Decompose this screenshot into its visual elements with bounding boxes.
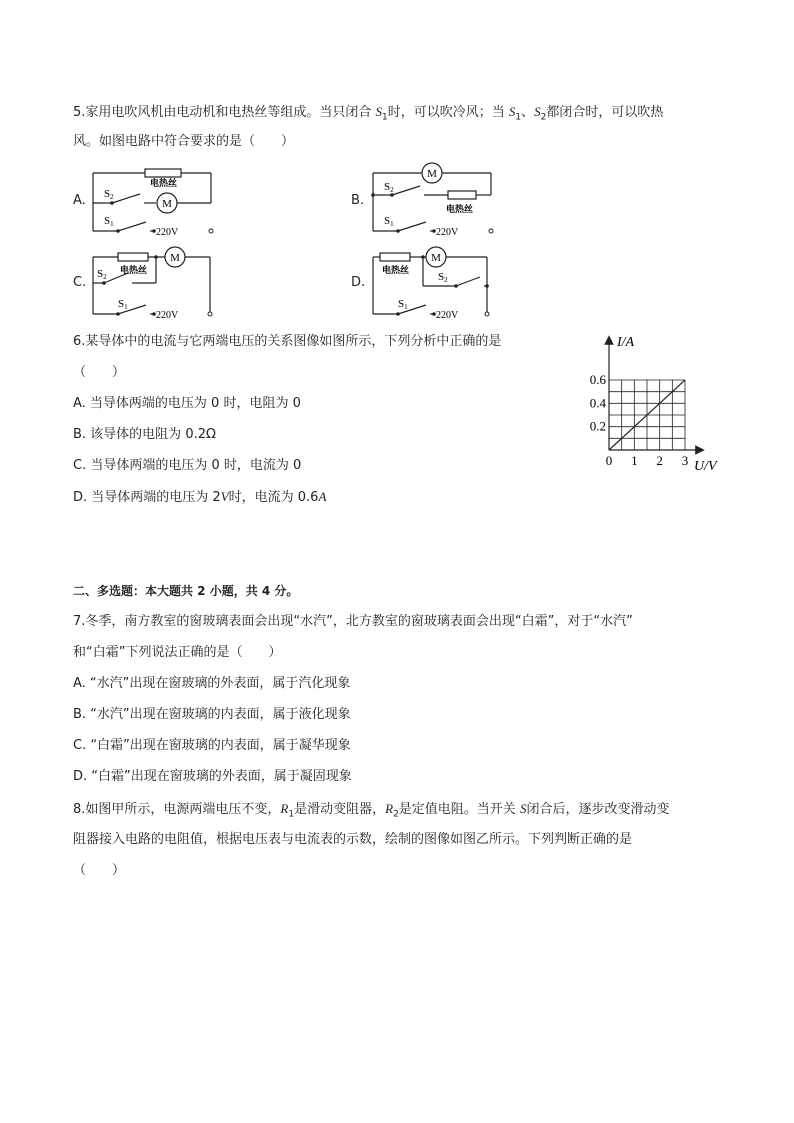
heater-label: 电热丝 <box>150 179 178 189</box>
switch-s1-label: S <box>104 215 111 227</box>
switch-s1-subscript: 1 <box>110 220 114 228</box>
circuit-diagram-b <box>368 162 498 242</box>
q6-option-c: C. 当导体两端的电压为 0 时，电流为 0 <box>73 458 302 473</box>
resistor-r1-symbol: R <box>280 801 289 816</box>
q6-option-d-unit-v: V <box>220 489 229 504</box>
q6-option-d <box>73 488 326 507</box>
q8-text: 是滑动变阻器， <box>294 802 386 817</box>
switch-s1-subscript: 1 <box>382 112 388 123</box>
svg-text:S2 <box>104 188 114 201</box>
q6-stem: 6.某导体中的电流与它两端电压的关系图像如图所示，下列分析中正确的是 <box>73 334 502 349</box>
q8-text: 是定值电阻。当开关 <box>398 802 520 817</box>
q7-option-b: B. “水汽”出现在窗玻璃的内表面，属于液化现象 <box>73 707 351 722</box>
heater-label: 电热丝 <box>382 266 410 276</box>
switch-s2-label: S <box>384 181 391 193</box>
switch-s1-label: S <box>398 298 405 310</box>
q7-stem-line2: 和“白霜”下列说法正确的是（ ） <box>73 645 282 660</box>
x-tick-label: 2 <box>656 453 663 468</box>
voltage-source-label: 220V <box>156 310 179 321</box>
q5-option-d-label: D. <box>351 275 366 290</box>
switch-s1-subscript: 1 <box>404 303 408 311</box>
q8-stem-line2: 阻器接入电路的电阻值，根据电压表与电流表的示数，绘制的图像如图乙所示。下列判断正确的是 <box>73 832 633 847</box>
motor-label: M <box>427 168 437 180</box>
x-tick-label: 1 <box>631 453 638 468</box>
svg-text:S2 <box>97 268 107 281</box>
q8-stem-line1 <box>73 800 669 824</box>
heater-label: 电热丝 <box>446 205 474 215</box>
switch-s2-label: S <box>104 188 111 200</box>
q6-option-a: A. 当导体两端的电压为 0 时，电阻为 0 <box>73 396 301 411</box>
circuit-diagram-d <box>368 245 498 325</box>
q6-answer-paren: （ ） <box>73 365 126 380</box>
svg-text:S1 <box>384 215 394 228</box>
q6-option-d-text: D. 当导体两端的电压为 2 <box>73 490 221 505</box>
resistor-r2-subscript: 2 <box>393 809 399 820</box>
switch-s1-symbol: S <box>375 104 383 119</box>
switch-s1-label: S <box>384 215 391 227</box>
svg-text:S1 <box>104 215 114 228</box>
switch-s2-label: S <box>97 268 104 280</box>
switch-s2-subscript: 2 <box>444 276 448 284</box>
voltage-source-label: 220V <box>156 227 179 238</box>
x-tick-label: 3 <box>681 453 689 468</box>
q6-option-d-unit-a: A <box>318 489 327 504</box>
resistor-r2-symbol: R <box>385 801 394 816</box>
motor-label: M <box>170 252 180 264</box>
q8-answer-paren: （ ） <box>73 863 126 878</box>
switch-s-symbol: S <box>519 801 527 816</box>
switch-s1-subscript: 1 <box>515 112 522 123</box>
svg-text:S1 <box>398 298 408 311</box>
x-tick-label: 0 <box>605 453 613 468</box>
svg-text:S2 <box>384 181 394 194</box>
q8-text: 闭合后，逐步改变滑动变 <box>526 802 670 817</box>
switch-s2-label: S <box>438 271 445 283</box>
voltage-source-label: 220V <box>436 310 459 321</box>
svg-text:S1 <box>118 298 128 311</box>
y-axis-label: I/A <box>617 335 635 350</box>
y-tick-label: 0.6 <box>589 372 606 387</box>
q7-option-c: C. “白霜”出现在窗玻璃的内表面，属于凝华现象 <box>73 738 351 753</box>
switch-s2-symbol: S <box>534 104 541 119</box>
q5-option-b-label: B. <box>351 193 365 208</box>
q5-stem-line1 <box>73 103 663 127</box>
switch-s1-subscript: 1 <box>124 303 128 311</box>
circuit-diagram-c <box>88 245 218 325</box>
section2-title: 二、多选题：本大题共 2 小题，共 4 分。 <box>73 584 299 598</box>
motor-label: M <box>162 198 172 210</box>
q6-option-b: B. 该导体的电阻为 0.2Ω <box>73 427 216 442</box>
q5-text: 5.家用电吹风机由电动机和电热丝等组成。当只闭合 <box>73 105 376 120</box>
q5-option-a-label: A. <box>73 193 86 208</box>
switch-s1-symbol: S <box>508 104 516 119</box>
svg-text:S2 <box>438 271 448 284</box>
heater-label: 电热丝 <box>120 266 148 276</box>
y-tick-label: 0.4 <box>589 395 606 411</box>
q7-option-a: A. “水汽”出现在窗玻璃的外表面，属于汽化现象 <box>73 676 351 691</box>
q8-text: 8.如图甲所示，电源两端电压不变， <box>73 802 281 817</box>
x-axis-label: U/V <box>694 459 717 474</box>
y-tick-label: 0.2 <box>589 418 606 434</box>
q5-stem-line2: 风。如图电路中符合要求的是（ ） <box>73 134 295 149</box>
switch-s1-subscript: 1 <box>390 220 394 228</box>
q5-text: 时，可以吹冷风；当 <box>387 105 509 120</box>
q7-stem-line1: 7.冬季，南方教室的窗玻璃表面会出现“水汽”，北方教室的窗玻璃表面会出现“白霜”，对于“水汽” <box>73 614 633 629</box>
q6-option-d-text: 时，电流为 0.6 <box>228 490 319 505</box>
switch-s2-subscript: 2 <box>103 273 107 281</box>
q5-option-c-label: C. <box>73 275 87 290</box>
motor-label: M <box>431 252 441 264</box>
q7-option-d: D. “白霜”出现在窗玻璃的外表面，属于凝固现象 <box>73 769 352 784</box>
q5-text: 都闭合时，可以吹热 <box>546 105 664 120</box>
q5-separator: 、 <box>521 105 535 120</box>
voltage-source-label: 220V <box>436 227 459 238</box>
switch-s1-label: S <box>118 298 125 310</box>
iv-graph <box>570 330 730 480</box>
switch-s2-subscript: 2 <box>110 193 114 201</box>
switch-s2-subscript: 2 <box>390 186 394 194</box>
switch-s2-subscript: 2 <box>540 112 547 123</box>
circuit-diagram-a <box>88 162 218 242</box>
resistor-r1-subscript: 1 <box>288 809 295 820</box>
